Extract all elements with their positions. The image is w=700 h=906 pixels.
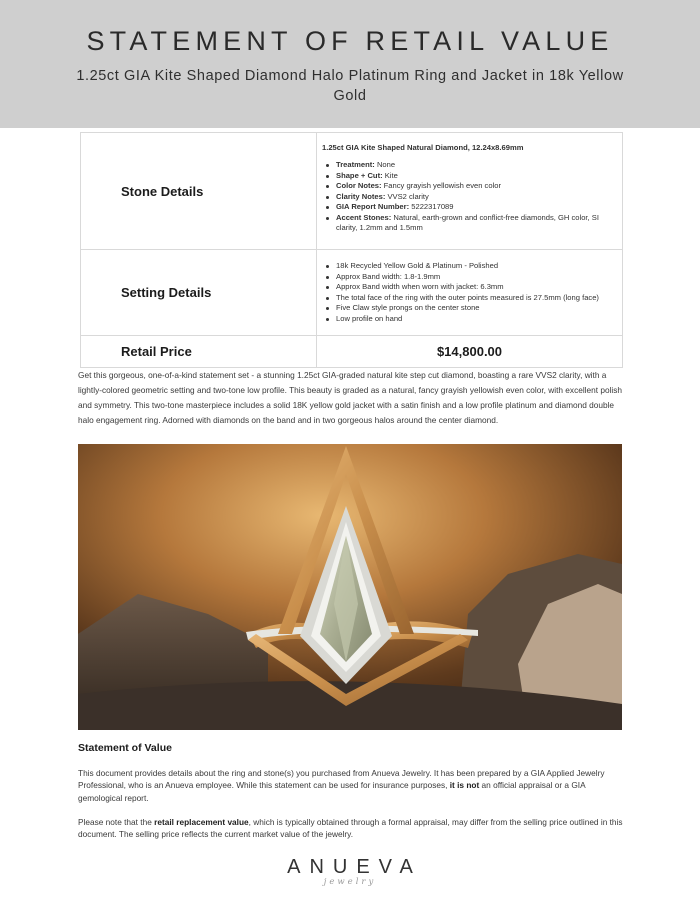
retail-price-label: Retail Price	[81, 336, 317, 368]
setting-details-label: Setting Details	[81, 250, 317, 336]
ring-photo	[78, 444, 622, 730]
list-item: 18k Recycled Yellow Gold & Platinum - Polished	[322, 261, 616, 272]
list-item: Approx Band width: 1.8-1.9mm	[322, 272, 616, 283]
stone-details-label: Stone Details	[81, 133, 317, 250]
statement-paragraph-2: Please note that the retail replacement value, which is typically obtained through a formal appraisal, may differ from the selling price outlined in this document. The selling price reflects the current market value of the jewelry.	[78, 817, 623, 840]
list-item: Treatment: None	[322, 160, 616, 171]
page-title: STATEMENT OF RETAIL VALUE	[86, 26, 614, 56]
stone-heading: 1.25ct GIA Kite Shaped Natural Diamond, 12.24x8.69mm	[322, 142, 524, 152]
setting-details-row	[81, 250, 623, 336]
setting-detail-list	[322, 261, 616, 324]
list-item: The total face of the ring with the outer points measured is 27.5mm (long face)	[322, 293, 616, 304]
retail-price-value: $14,800.00	[317, 336, 623, 368]
retail-price-row	[81, 336, 623, 368]
header-band	[0, 0, 700, 128]
stone-detail-list	[322, 160, 616, 234]
product-description: Get this gorgeous, one-of-a-kind statement set - a stunning 1.25ct GIA-graded natural kite step cut diamond, boasting a rare VVS2 clarity, with a lightly-colored geometric setting and two-tone low profile. This beauty is graded as a natural, fancy grayish yellowish even color, with excellent polish and symmetry. This two-tone masterpiece includes a solid 18K yellow gold jacket with a satin finish and a low profile platinum and diamond double halo engagement ring. Adorned with diamonds on the band and in two gorgeous halos around the center diamond.	[78, 370, 623, 425]
statement-paragraph-1: This document provides details about the ring and stone(s) you purchased from Anueva Jewelry. It has been prepared by a GIA Applied Jewelry Professional, who is an Anueva employee. While this statement can be used for insurance purposes, it is not an official appraisal or a GIA gemological report.	[78, 768, 605, 803]
stone-details-row	[81, 133, 623, 250]
list-item: Shape + Cut: Kite	[322, 171, 616, 182]
list-item: Five Claw style prongs on the center stone	[322, 303, 616, 314]
page-subtitle: 1.25ct GIA Kite Shaped Diamond Halo Platinum Ring and Jacket in 18k Yellow Gold	[76, 68, 624, 104]
brand-logo: ANUEVA	[287, 856, 422, 878]
statement-title: Statement of Value	[78, 742, 172, 754]
list-item: Color Notes: Fancy grayish yellowish even color	[322, 181, 616, 192]
list-item: Accent Stones: Natural, earth-grown and conflict-free diamonds, GH color, SI clarity, 1.2mm and 1.5mm	[322, 213, 616, 234]
ring-illustration	[78, 444, 622, 730]
brand-subtitle: jewelry	[323, 877, 377, 887]
setting-details-content	[317, 250, 623, 336]
list-item: Low profile on hand	[322, 314, 616, 325]
list-item: Clarity Notes: VVS2 clarity	[322, 192, 616, 203]
list-item: Approx Band width when worn with jacket: 6.3mm	[322, 282, 616, 293]
details-table	[80, 132, 623, 368]
stone-details-content	[317, 133, 623, 250]
list-item: GIA Report Number: 5222317089	[322, 202, 616, 213]
